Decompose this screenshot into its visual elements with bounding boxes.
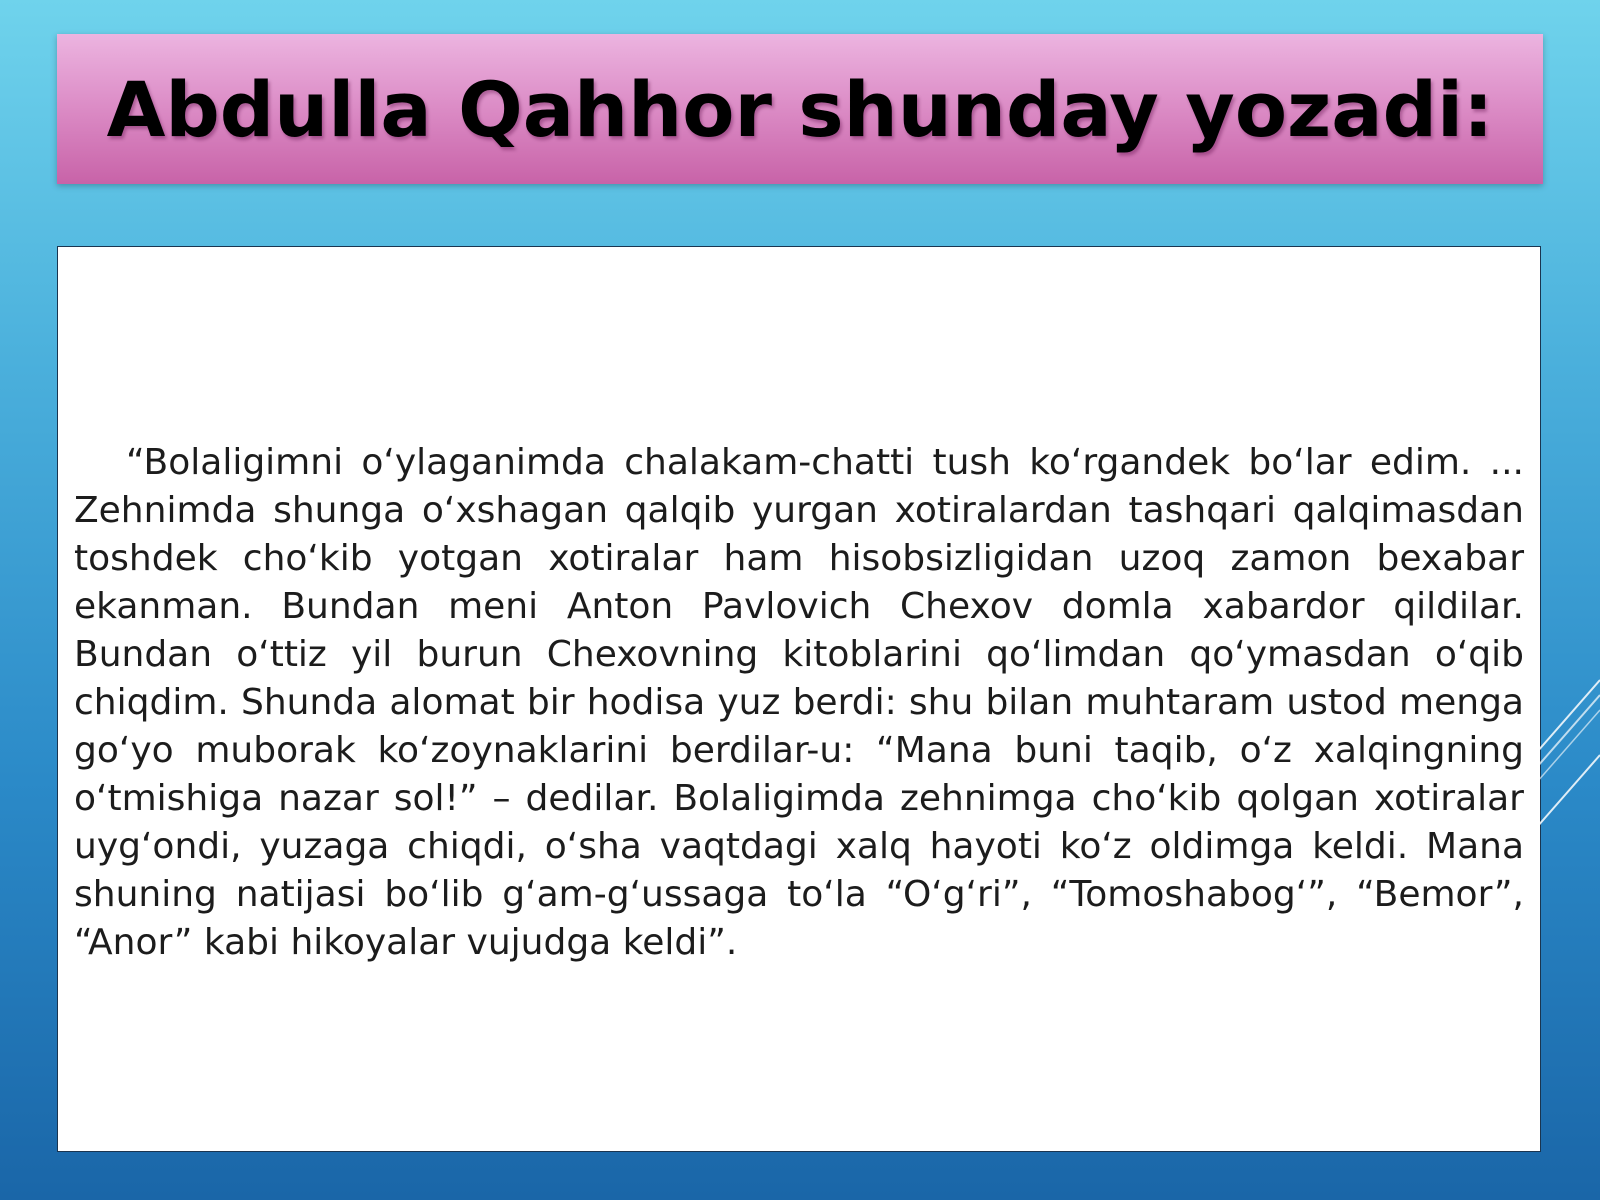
decorative-lines bbox=[1530, 670, 1600, 870]
slide-title: Abdulla Qahhor shunday yozadi: bbox=[106, 64, 1494, 154]
quote-text: “Bolaligimni o‘ylaganimda chalakam-chatti tush ko‘rgandek bo‘lar edim. ... Zehnimda shunga o‘xshagan qalqib yurgan xotiralardan tashqari qalqimasdan toshdek cho‘kib yotgan xotiralar ham hisobsizligidan uzoq zamon bexabar ekanman. Bundan meni Anton Pavlovich Chexov domla xabardor qildilar. Bundan o‘ttiz yil burun Chexovning kitoblarini qo‘limdan qo‘ymasdan o‘qib chiqdim. Shunda alomat bir hodisa yuz berdi: shu bilan muhtaram ustod menga go‘yo muborak ko‘zoynaklarini berdilar-u: “Mana buni taqib, o‘z xalqingning o‘tmishiga nazar sol!” – dedilar. Bolaligimda zehnimga cho‘kib qolgan xotiralar uyg‘ondi, yuzaga chiqdi, o‘sha vaqtdagi xalq hayoti ko‘z oldimga keldi. Mana shuning natijasi bo‘lib g‘am-g‘ussaga to‘la “O‘g‘ri”, “Tomoshabog‘”, “Bemor”, “Anor” kabi hikoyalar vujudga keldi”. bbox=[74, 442, 1524, 963]
title-banner bbox=[57, 34, 1543, 184]
quote-box bbox=[57, 246, 1541, 1152]
